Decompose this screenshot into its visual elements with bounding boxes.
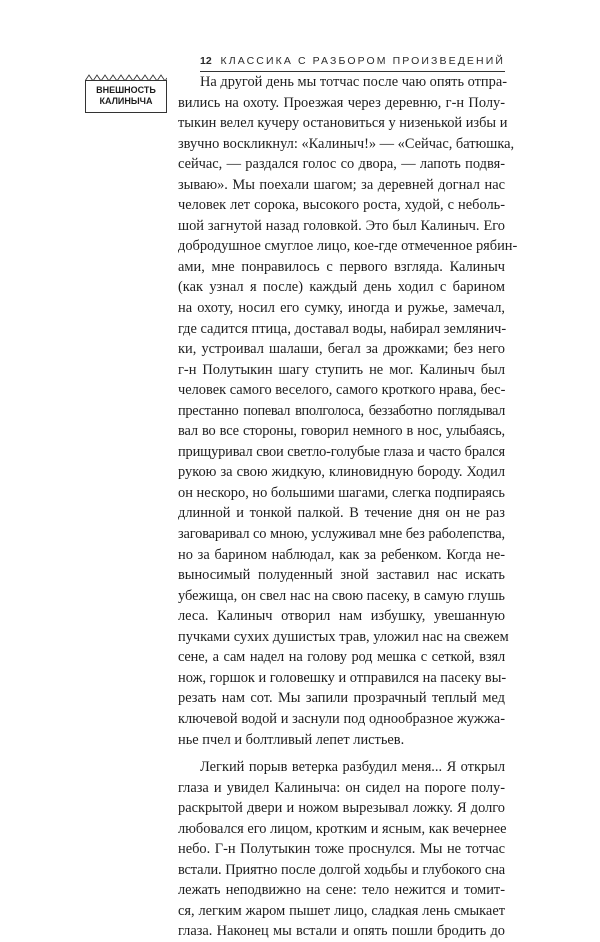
text-line: вал во все стороны, говорил немного в нос, улыбаясь, bbox=[178, 423, 505, 440]
text-line: ами, мне понравилось с первого взгляда. Калиныч bbox=[178, 258, 505, 275]
text-line: резать нам сот. Мы запили прозрачный теплый мед bbox=[178, 690, 505, 707]
text-line: На другой день мы тотчас после чаю опять отпра- bbox=[200, 74, 508, 90]
text-line: но за барином наблюдал, как за ребенком. Когда не- bbox=[178, 546, 505, 563]
text-line: добродушное смуглое лицо, кое-где отмеченное рябин- bbox=[178, 238, 518, 255]
text-line: глаза и увидел Калиныча: он сидел на пороге полу- bbox=[178, 779, 505, 796]
page-number: 12 bbox=[200, 55, 212, 67]
running-title: КЛАССИКА С РАЗБОРОМ ПРОИЗВЕДЕНИЙ bbox=[220, 55, 505, 67]
text-line: небо. Г-н Полутыкин тоже проснулся. Мы не тотчас bbox=[178, 841, 505, 858]
text-line: выносимый полуденный зной заставил нас искать bbox=[178, 567, 505, 584]
page-header bbox=[200, 55, 505, 71]
paragraph-spacer bbox=[178, 750, 505, 757]
text-line: ся, легким жаром пышет лицо, сладкая лень смыкает bbox=[178, 902, 505, 919]
text-line: убежища, он свел нас на свою пасеку, в самую глушь bbox=[178, 587, 505, 604]
text-line: тыкин велел кучеру остановиться у низенькой избы и bbox=[178, 115, 508, 132]
margin-note-line-1: ВНЕШНОСТЬ bbox=[96, 85, 156, 95]
text-line: заговаривал со мною, услуживал мне без раболепства, bbox=[178, 526, 505, 543]
text-line: престанно попевал вполголоса, беззаботно поглядывал bbox=[178, 402, 505, 419]
main-text bbox=[178, 72, 518, 942]
text-line: ки, устроивал шалаши, бегал за дрожками; без него bbox=[178, 341, 505, 358]
text-line: сене, а сам надел на голову род мешка с сеткой, взял bbox=[178, 649, 505, 666]
text-line: пучками сухих душистых трав, уложил нас на свежем bbox=[178, 628, 509, 645]
paragraph-1 bbox=[178, 72, 518, 750]
paragraph-2 bbox=[178, 757, 505, 942]
text-line: г-н Полутыкин шагу ступить не мог. Калиныч был bbox=[178, 361, 505, 378]
text-line: лежать неподвижно на сене: тело нежится и томит- bbox=[178, 882, 505, 899]
text-line: прищуривал свои светло-голубые глаза и часто брался bbox=[178, 443, 505, 460]
text-line: вились на охоту. Проезжая через деревню, г-н Полу- bbox=[178, 94, 505, 111]
text-line: сейчас, — раздался голос со двора, — лапоть подвя- bbox=[178, 156, 505, 173]
text-line: леса. Калиныч отворил нам избушку, увешанную bbox=[178, 608, 505, 625]
text-line: длинной и тонкой палкой. В течение дня он не раз bbox=[178, 505, 505, 522]
text-line: где садится птица, доставал воды, набирал землянич- bbox=[178, 320, 507, 337]
text-line: ключевой водой и заснули под однообразное жужжа- bbox=[178, 710, 505, 727]
text-line: он нескоро, но большими шагами, слегка подпираясь bbox=[178, 484, 505, 501]
text-line: раскрытой двери и ножом вырезывал ложку. Я долго bbox=[178, 800, 505, 817]
text-line: (как узнал я после) каждый день ходил с барином bbox=[178, 279, 505, 296]
text-line: звучно воскликнул: «Калиныч!» — «Сейчас, батюшка, bbox=[178, 135, 515, 152]
text-line: зываю». Мы поехали шагом; за деревней догнал нас bbox=[178, 176, 505, 193]
text-line: нож, горшок и головешку и отправился на пасеку вы- bbox=[178, 669, 507, 686]
text-line: на охоту, носил его сумку, иногда и ружье, замечал, bbox=[178, 300, 505, 317]
margin-note bbox=[85, 80, 167, 113]
text-line: шой загнутой назад головкой. Это был Калиныч. Его bbox=[178, 217, 505, 234]
zigzag-border-decoration bbox=[85, 74, 167, 81]
text-line: глаза. Наконец мы встали и опять пошли бродить до bbox=[178, 923, 505, 940]
text-line: человек самого веселого, самого кроткого нрава, бес- bbox=[178, 382, 506, 399]
margin-note-line-2: КАЛИНЫЧА bbox=[99, 96, 153, 106]
text-line: рукою за свою жидкую, клиновидную бороду. Ходил bbox=[178, 464, 505, 481]
text-line: нье пчел и болтливый лепет листьев. bbox=[178, 731, 405, 748]
text-line: человек лет сорока, высокого роста, худой, с неболь- bbox=[178, 197, 505, 214]
text-line: любовался его лицом, кротким и ясным, как вечернее bbox=[178, 820, 507, 837]
text-line: Легкий порыв ветерка разбудил меня... Я открыл bbox=[200, 759, 505, 776]
text-line: встали. Приятно после долгой ходьбы и глубокого сна bbox=[178, 861, 505, 878]
